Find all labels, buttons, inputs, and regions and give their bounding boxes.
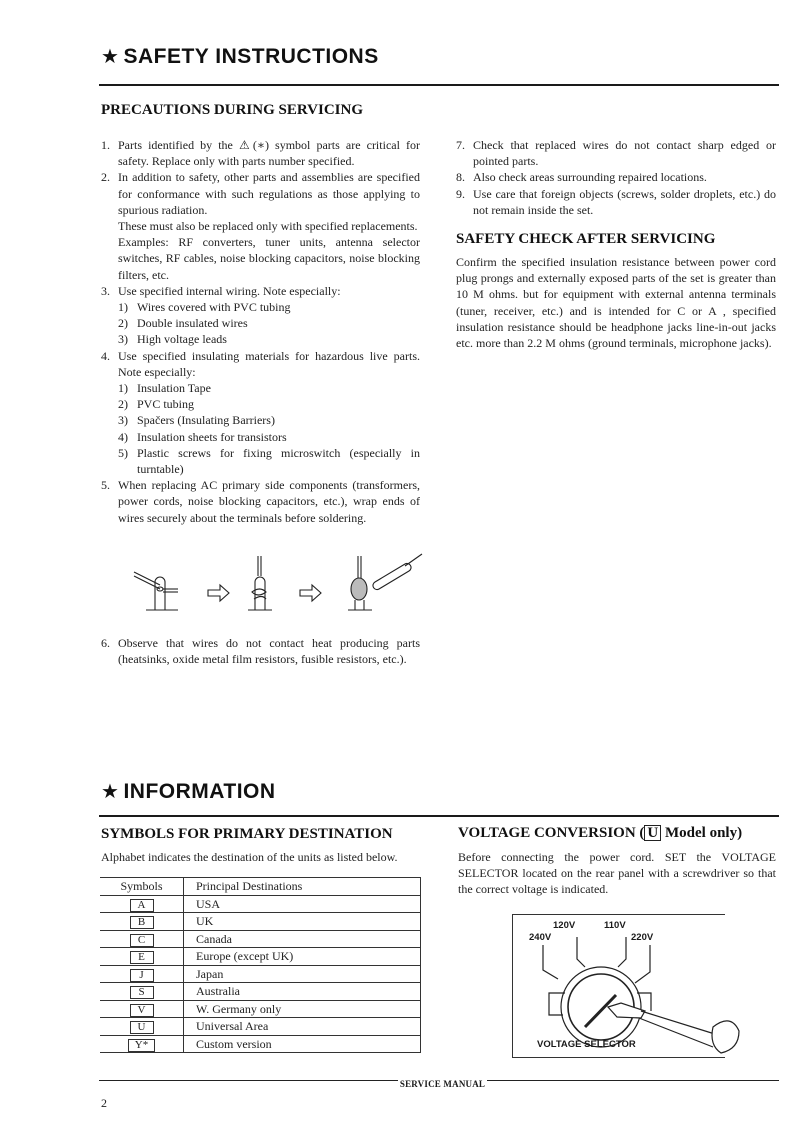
label-220v: 220V bbox=[631, 932, 654, 943]
symbol-badge: C bbox=[130, 934, 154, 947]
symbol-badge: S bbox=[130, 986, 154, 999]
destination-table bbox=[100, 877, 421, 1053]
table-row: E Europe (except UK) bbox=[100, 948, 421, 966]
column-header-symbols: Symbols bbox=[100, 878, 184, 896]
safety-check-heading: SAFETY CHECK AFTER SERVICING bbox=[456, 231, 716, 247]
table-row: B UK bbox=[100, 913, 421, 931]
safety-instructions-title bbox=[101, 44, 379, 69]
sub-item: 3) High voltage leads bbox=[118, 332, 227, 347]
table-row: S Australia bbox=[100, 983, 421, 1001]
precaution-item-8: 8. Also check areas surrounding repaired locations. bbox=[456, 170, 707, 185]
soldered-terminal-icon bbox=[348, 554, 422, 610]
precaution-item-3: 3. Use specified internal wiring. Note especially: 1) Wires covered with PVC tubing 2) Double insulated wires 3) High voltage leads bbox=[101, 283, 420, 348]
table-row: Y* Custom version bbox=[100, 1035, 421, 1053]
page-number: 2 bbox=[101, 1096, 107, 1110]
star-icon: ★ bbox=[101, 781, 120, 803]
sub-item: 2) Double insulated wires bbox=[118, 316, 248, 331]
star-icon: ★ bbox=[101, 46, 120, 68]
column-header-destinations: Principal Destinations bbox=[184, 878, 421, 896]
precaution-item-4: 4. Use specified insulating materials for hazardous live parts. Note especially: 1) Insulation Tape 2) PVC tubing 3) Spačers (Insulating Barriers) 4) Insulation sheets for transistors 5) Plastic screws for fixing microswitch (especially in turntable) bbox=[101, 348, 420, 477]
precautions-heading: PRECAUTIONS DURING SERVICING bbox=[101, 102, 364, 118]
precaution-item-5: 5. When replacing AC primary side components (transformers, power cords, noise blocking capacitors, etc.), wrap ends of wires securely about the terminals before soldering. bbox=[101, 478, 420, 525]
table-row: A USA bbox=[100, 895, 421, 913]
table-row: V W. Germany only bbox=[100, 1000, 421, 1018]
symbol-badge: J bbox=[130, 969, 154, 982]
sub-item: 1) Insulation Tape bbox=[118, 381, 211, 396]
table-header-row bbox=[100, 878, 421, 896]
sub-item: 3) Spačers (Insulating Barriers) bbox=[118, 413, 275, 428]
voltage-conversion-heading: VOLTAGE CONVERSION ( U Model only) bbox=[458, 825, 743, 841]
label-240v: 240V bbox=[529, 932, 552, 943]
voltage-selector-figure bbox=[512, 914, 725, 1058]
title-rule bbox=[99, 84, 779, 86]
precaution-item-7: 7. Check that replaced wires do not contact sharp edged or pointed parts. bbox=[456, 138, 776, 169]
footer-service-manual: SERVICE MANUAL bbox=[399, 1079, 486, 1089]
information-title-text: INFORMATION bbox=[123, 780, 276, 803]
precaution-item-9: 9. Use care that foreign objects (screws, solder droplets, etc.) do not remain inside the set. bbox=[456, 186, 776, 217]
voltage-selector-caption: VOLTAGE SELECTOR bbox=[537, 1039, 636, 1050]
sub-item: 4) Insulation sheets for transistors bbox=[118, 429, 287, 444]
table-row: U Universal Area bbox=[100, 1018, 421, 1036]
precautions-list-right bbox=[456, 137, 776, 218]
precaution-item-1: 1. Parts identified by the ⚠(∗) symbol parts are critical for safety. Replace only with parts number specified. bbox=[101, 138, 420, 169]
wire-wrap-soldering-illustration bbox=[130, 552, 430, 627]
terminal-wire-icon bbox=[134, 572, 178, 610]
symbols-intro: Alphabet indicates the destination of the units as listed below. bbox=[101, 850, 398, 864]
information-rule bbox=[99, 815, 779, 817]
wrapped-terminal-icon bbox=[248, 556, 272, 610]
symbol-badge: V bbox=[130, 1004, 154, 1017]
u-model-badge: U bbox=[644, 825, 661, 841]
information-title bbox=[101, 779, 276, 804]
symbol-badge: E bbox=[130, 951, 154, 964]
precautions-list-left bbox=[101, 137, 420, 526]
safety-check-text: Confirm the specified insulation resistance between power cord plug prongs and externally exposed parts of the set is greater than 10 M ohms. but for equipment with external antenna terminals (tuner, receiver, etc.) and is intended for C or A , specified insulation resistance should be headphone jacks line-in-out jacks etc. more than 2.2 M ohms (ground terminals, microphone jacks). bbox=[456, 255, 776, 351]
precaution-item-6: 6. Observe that wires do not contact heat producing parts (heatsinks, oxide metal film resistors, fusible resistors, etc.). bbox=[101, 636, 420, 667]
symbol-badge: A bbox=[130, 899, 154, 912]
label-110v: 110V bbox=[604, 920, 626, 931]
table-row: C Canada bbox=[100, 930, 421, 948]
symbol-badge: B bbox=[130, 916, 154, 929]
symbol-badge: Y* bbox=[128, 1039, 155, 1052]
voltage-conversion-text: Before connecting the power cord. SET the VOLTAGE SELECTOR located on the rear panel with a screwdriver so that the correct voltage is indicated. bbox=[458, 850, 776, 897]
symbol-badge: U bbox=[130, 1021, 154, 1034]
sub-item: 2) PVC tubing bbox=[118, 397, 195, 412]
warning-triangle-icon: ⚠ bbox=[238, 138, 253, 152]
label-120v: 120V bbox=[553, 920, 576, 931]
precaution-item-2: 2. In addition to safety, other parts and assemblies are specified for conformance with such regulations as those applying to spurious radiation. These must also be replaced only with specified replacements. Examples: RF converters, tuner units, antenna selector switches, RF cables, noise blocking capacitors, noise blocking filters, etc. bbox=[101, 170, 420, 282]
sub-item: 1) Wires covered with PVC tubing bbox=[118, 300, 291, 315]
safety-title-text: SAFETY INSTRUCTIONS bbox=[123, 45, 379, 68]
sub-item: 5) Plastic screws for fixing microswitch (especially in turntable) bbox=[118, 445, 420, 477]
table-row: J Japan bbox=[100, 965, 421, 983]
symbols-heading: SYMBOLS FOR PRIMARY DESTINATION bbox=[101, 826, 393, 842]
